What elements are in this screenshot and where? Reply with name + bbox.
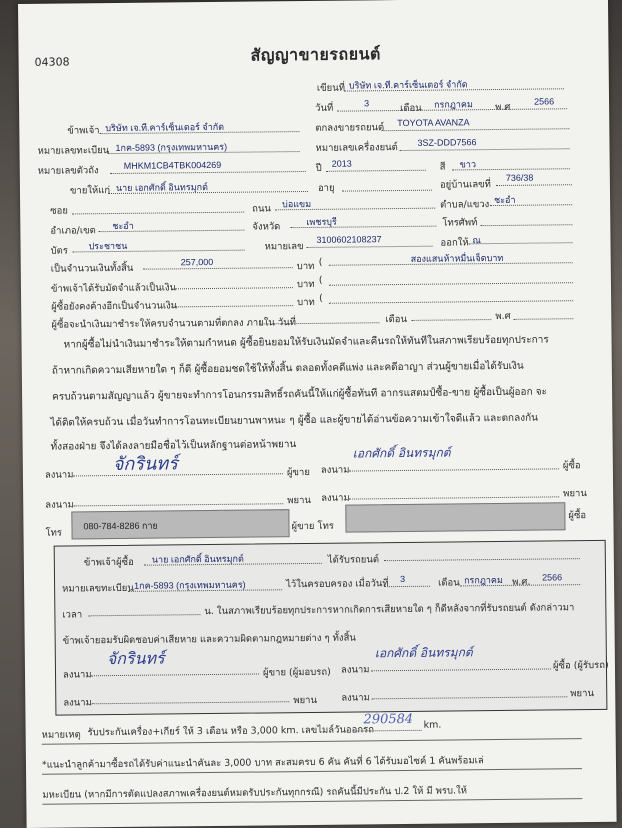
district-value: ชะอำ bbox=[112, 220, 134, 232]
possess-label: ไว้ในครอบครอง เมื่อวันที่ bbox=[286, 578, 389, 591]
road-value: บ่อแขม bbox=[282, 198, 312, 210]
plate-label: หมายเลขทะเบียน bbox=[37, 145, 110, 157]
pay-by-label: ผู้ซื้อจะนำเงินมาชำระให้ครบจำนวนตามที่ตกลง ภายใน วันที่ bbox=[51, 317, 297, 331]
month-label: เดือน bbox=[400, 102, 422, 115]
terms-line-4: ได้ติดให้ครบถ้วน เมื่อวันทำการโอนทะเบียนยานพาหนะ ๆ ผู้ซื้อ และผู้ขายได้อ่านข้อความเข้าใจดีแล้ว และตกลงกัน bbox=[50, 412, 539, 429]
seller-phone-value: 080-784-8286 กาย bbox=[83, 520, 158, 532]
subdistrict-label: ตำบล/แขวง bbox=[440, 199, 490, 211]
registration-text: มหะเบียน (หากมีการตัดแปลงสภาพเครื่องยนต์หมดรับประกันทุกกรณี) รถคันนี้มีประกัน ป.2 ให้ มี พรบ.ให้ bbox=[42, 785, 468, 801]
soi-label: ซอย bbox=[50, 205, 68, 217]
receipt-seller-sign-label: ลงนาม bbox=[62, 669, 92, 681]
owner-value: บริษัท เจ.ที.คาร์เซ็นเตอร์ จำกัด bbox=[105, 121, 225, 134]
buyer-sign-label: ลงนาม bbox=[320, 464, 350, 476]
note-text: รับประกันเครื่อง+เกียร์ ให้ 3 เดือน หรือ 3,000 km. เลขไมล์วันออกรถ bbox=[87, 724, 374, 739]
pay-day-line bbox=[259, 322, 379, 324]
day-label: วันที่ bbox=[315, 102, 334, 114]
page-title: สัญญาขายรถยนต์ bbox=[250, 44, 381, 65]
vehicle-year-line bbox=[326, 170, 426, 172]
model-value: TOYOTA AVANZA bbox=[397, 117, 470, 129]
card-type-value: ประชาชน bbox=[88, 240, 128, 252]
deposit-words-line bbox=[329, 282, 573, 286]
phone-label: โทรศัพท์ bbox=[442, 217, 478, 229]
mileage-value: 290584 bbox=[363, 711, 414, 728]
terms-line-2: ถ้าหากเกิดความเสียหายใด ๆ ก็ดี ผู้ซื้อยอมชดใช้ให้ทั้งสิ้น ตลอดทั้งคดีแพ่ง และคดีอาญา ส่วนผู้ขายเมื่อได้รับเงิน bbox=[51, 360, 524, 377]
model-line bbox=[381, 128, 569, 131]
phone-line bbox=[480, 224, 572, 226]
receipt-plate-value: 1กค-5893 (กรุงเทพมหานคร) bbox=[134, 579, 246, 591]
buyer-to-label: ขายให้แก่ bbox=[69, 185, 111, 197]
deposit-line bbox=[171, 287, 293, 289]
agree-label: ตกลงขายรถยนต์ bbox=[315, 122, 385, 134]
receipt-year: 2566 bbox=[541, 572, 563, 583]
year-label: พ.ศ bbox=[495, 101, 511, 114]
soi-line bbox=[72, 212, 244, 215]
receipt-buyer-signature: เอกศักดิ์ อินทรมุกต์ bbox=[374, 645, 473, 661]
receipt-seller-signature: จักรินทร์ bbox=[106, 648, 165, 669]
receipt-buyer-sign-label: ลงนาม bbox=[340, 664, 370, 676]
receipt-buyer-label: ข้าพเจ้าผู้ซื้อ bbox=[83, 556, 134, 569]
mileage-line bbox=[356, 730, 422, 732]
witness1-line bbox=[73, 503, 283, 506]
seller-phone-label: โทร bbox=[45, 527, 63, 539]
card-no-value: 3100602108237 bbox=[316, 234, 382, 245]
pay-year-label: พ.ศ bbox=[495, 310, 511, 323]
engine-line bbox=[400, 148, 570, 151]
witness2-line bbox=[349, 496, 559, 499]
age-label: อายุ bbox=[317, 182, 335, 194]
house-no-value: 736/38 bbox=[505, 172, 534, 183]
time-suffix: น. ในสภาพเรียบร้อยทุกประการหากเกิดการเสียหายใด ๆ ก็ดีหลังจากที่รับรถยนต์ ดังกล่าวมา bbox=[204, 602, 575, 618]
chassis-label: หมายเลขตัวถัง bbox=[37, 165, 99, 177]
time-label: เวลา bbox=[62, 609, 83, 621]
seller-phone-role: ผู้ขาย โทร bbox=[291, 520, 334, 533]
seller-role-label: ผู้ขาย bbox=[286, 466, 310, 479]
seller-sign-line bbox=[73, 473, 283, 476]
remaining-line bbox=[171, 305, 293, 307]
card-no-line bbox=[307, 246, 433, 248]
written-at-value: บริษัท เจ.ที.คาร์เซ็นเตอร์ จำกัด bbox=[348, 79, 468, 91]
province-value: เพชรบุรี bbox=[306, 216, 337, 227]
address-label: อยู่บ้านเลขที่ bbox=[439, 179, 491, 191]
engine-value: 3SZ-DDD7566 bbox=[417, 137, 477, 148]
note-label: หมายเหตุ bbox=[41, 729, 81, 741]
receipt-witness1-sign-label: ลงนาม bbox=[63, 697, 92, 709]
seller-sign-label: ลงนาม bbox=[44, 469, 74, 481]
vehicle-year-value: 2013 bbox=[331, 158, 352, 169]
receipt-month-label: เดือน bbox=[438, 577, 460, 589]
buyer-sign-line bbox=[349, 468, 559, 471]
receipt-plate-label: หมายเลขทะเบียน bbox=[62, 582, 134, 595]
deposit-label: ข้าพเจ้าได้รับมัดจำแล้วเป็นเงิน bbox=[50, 282, 177, 295]
district-line bbox=[98, 230, 244, 233]
receipt-buyer-name: นาย เอกศักดิ์ อินทรมุกต์ bbox=[151, 553, 244, 565]
total-label: เป็นจำนวนเงินทั้งสิ้น bbox=[50, 262, 134, 275]
pay-month-label: เดือน bbox=[385, 313, 408, 326]
subdistrict-line bbox=[490, 204, 572, 206]
subdistrict-value: ชะอำ bbox=[494, 194, 516, 206]
engine-label: หมายเลขเครื่องยนต์ bbox=[315, 142, 398, 154]
doc-number: 04308 bbox=[34, 55, 70, 69]
issued-line bbox=[469, 242, 573, 244]
receipt-witness2-sign-label: ลงนาม bbox=[341, 692, 370, 704]
district-label: อำเภอ/เขต bbox=[50, 225, 96, 237]
total-words-value: สองแสนห้าหมื่นเจ็ดบาท bbox=[410, 252, 504, 264]
contract-paper: 04308 สัญญาขายรถยนต์ เขียนที่ บริษัท เจ.ที.คาร์เซ็นเตอร์ จำกัด วันที่ 3 เดือน กรกฎาคม พ.ศ 2566 ข้าพเจ้า บริษัท เจ.ที.คาร์เซ็นเตอร์ จำกัด ตกลงขายรถยนต์ TOYOTA AVANZA หมายเลขทะเบียน 1กค-5893 (กรุงเทพมหานคร) หมายเลขเครื่องยนต์ 3SZ-DDD7566 หมายเลขตัวถัง MHKM1CB4TBK004269 ปี 2013 สี ขาว ขายให้แก่ นาย เอกศักดิ์ อินทรมุกต์ อายุ อยู่บ้านเลขที่ 736/38 ซอย ถนน บ่อแขม ตำบล/แขวง ชะอำ อำเภอ/เขต ชะอำ จังหวัด เพชรบุรี โทรศัพท์ บัตร ประชาชน หมายเลข 3100602108237 ออกให้ ณ เป็นจำนวนเงินทั้งสิ้น 257,000 บาท ( สองแสนห้าหมื่นเจ็ดบาท ข้าพเจ้าได้รับมัดจำแล้วเป็นเงิน บาท ( ผู้ซื้อยังคงค้างอีกเป็นจำนวนเงิน บาท ( ผู้ซื้อจะนำเงินมาชำระให้ครบจำนวนตามที่ตกลง ภายใน วันที่ เดือน พ.ศ หากผู้ซื้อไม่นำเงินมาชำระให้ตามกำหนด ผู้ซื้อยินยอมให้รับเงินมัดจำและคืนรถให้ทันทีในสภาพเรียบร้อยทุกประการ ถ้าหากเกิดความเสียหายใด ๆ ก็ดี ผู้ซื้อยอมชดใช้ให้ทั้งสิ้น ตลอดทั้งคดีแพ่ง และคดีอาญา ส่วนผู้ขายเมื่อได้รับเงิน ครบถ้วนตามสัญญาแล้ว ผู้ขายจะทำการโอนกรรมสิทธิ์รถคันนี้ให้แก่ผู้ซื้อทันที อากรแสตมป์ซื้อ-ขาย ผู้ซื้อเป็นผู้ออก จะ ได้ติดให้ครบถ้วน เมื่อวันทำการโอนทะเบียนยานพาหนะ ๆ ผู้ซื้อ และผู้ขายได้อ่านข้อความเข้าใจดีแล้ว และตกลงกัน ทั้งสองฝ่าย จึงได้ลงลายมือชื่อไว้เป็นหลักฐานต่อหน้าพยาน ลงนาม จักรินทร์ ผู้ขาย ลงนาม เอกศักดิ์ อินทรมุกต์ ผู้ซื้อ ลงนาม พยาน ลงนาม พยาน โทร 080-784-8286 กาย ผู้ขาย โทร ผู้ซื้อ ข้าพเจ้าผู้ซื้อ นาย เอกศักดิ์ อินทรมุกต์ ได้รับรถยนต์ หมายเลขทะเบียน 1กค-5893 (กรุงเทพมหานคร) ไว้ในครอบครอง เมื่อวันที่ 3 เดือน กรกฎาคม พ.ศ. 2566 เวลา น. ในสภาพเรียบร้อยทุกประการหากเกิดการเสียหายใด ๆ ก็ดีหลังจากที่รับรถยนต์ ดังกล่าวมา ข้าพเจ้ายอมรับผิดชอบค่าเสียหาย และความผิดตามกฎหมายต่าง ๆ ทั้งสิ้น ลงนาม จักรินทร์ ผู้ขาย (ผู้มอบรถ) ลงนาม เอกศักดิ์ อินทรมุกต์ ผู้ซื้อ (ผู้รับรถ) ลงนาม พยาน ลงนาม พยาน หมายเหตุ รับประกันเครื่อง+เกียร์ ให้ 3 เดือน หรือ 3,000 km. เลขไมล์วันออกรถ 290584 km. *แนะนำลูกค้ามาซื้อรถได้รับค่าแนะนำคันละ 3,000 บาท สะสมครบ 6 คัน คันที่ 6 ได้รับมอไซค์ 1 คันพร้อมเล่ มหะเบียน (หากมีการตัดแปลงสภาพเครื่องยนต์หมดรับประกันทุกกรณี) รถคันนี้มีประกัน ป.2 ให้ มี พรบ.ให้ bbox=[18, 0, 617, 828]
pay-year-line bbox=[513, 318, 573, 320]
receipt-witness1-role: พยาน bbox=[293, 694, 318, 707]
responsible-text: ข้าพเจ้ายอมรับผิดชอบค่าเสียหาย และความผิดตามกฎหมายต่าง ๆ ทั้งสิ้น bbox=[62, 632, 356, 647]
province-label: จังหวัด bbox=[252, 221, 281, 233]
mileage-unit: km. bbox=[423, 719, 442, 731]
total-baht-label: บาท bbox=[296, 260, 315, 273]
owner-label: ข้าพเจ้า bbox=[67, 125, 100, 137]
issued-value: ณ bbox=[472, 235, 481, 246]
issued-label: ออกให้ bbox=[440, 237, 469, 249]
seller-signature: จักรินทร์ bbox=[112, 453, 178, 476]
seller-giver-label: ผู้ขาย (ผู้มอบรถ) bbox=[262, 666, 331, 679]
road-label: ถนน bbox=[252, 203, 271, 215]
receipt-year-label: พ.ศ. bbox=[512, 576, 531, 588]
year-value: 2566 bbox=[533, 96, 555, 107]
color-line bbox=[452, 168, 570, 170]
buyer-phone-role: ผู้ซื้อ bbox=[568, 510, 587, 522]
chassis-line bbox=[110, 171, 306, 174]
color-label: สี bbox=[439, 161, 446, 173]
province-line bbox=[290, 226, 436, 229]
witness2-role-label: พยาน bbox=[563, 488, 587, 500]
buyer-role-label: ผู้ซื้อ bbox=[562, 460, 581, 472]
written-at-label: เขียนที่ bbox=[316, 82, 346, 94]
color-value: ขาว bbox=[459, 159, 477, 170]
receipt-month: กรกฎาคม bbox=[464, 574, 503, 586]
promo-text: *แนะนำลูกค้ามาซื้อรถได้รับค่าแนะนำคันละ 3,000 บาท สะสมครบ 6 คัน คันที่ 6 ได้รับมอไซค์ 1 คันพร้อมเล่ bbox=[41, 755, 484, 771]
deposit-baht-label: บาท bbox=[296, 278, 315, 291]
vehicle-year-label: ปี bbox=[315, 162, 322, 174]
receipt-day: 3 bbox=[399, 573, 406, 585]
witness2-sign-label: ลงนาม bbox=[321, 492, 350, 504]
remaining-label: ผู้ซื้อยังคงค้างอีกเป็นจำนวนเงิน bbox=[51, 300, 178, 313]
remaining-baht-label: บาท bbox=[297, 296, 315, 309]
terms-line-5: ทั้งสองฝ่าย จึงได้ลงลายมือชื่อไว้เป็นหลักฐานต่อหน้าพยาน bbox=[50, 439, 297, 453]
witness1-role-label: พยาน bbox=[287, 494, 311, 507]
month-value: กรกฎาคม bbox=[434, 99, 473, 110]
plate-value: 1กค-5893 (กรุงเทพมหานคร) bbox=[115, 141, 228, 153]
card-no-label: หมายเลข bbox=[264, 241, 304, 253]
witness1-sign-label: ลงนาม bbox=[45, 499, 74, 511]
buyer-name: นาย เอกศักดิ์ อินทรมุกต์ bbox=[115, 182, 208, 193]
buyer-phone-box bbox=[345, 502, 565, 532]
terms-line-1: หากผู้ซื้อไม่นำเงินมาชำระให้ตามกำหนด ผู้ซื้อยินยอมให้รับเงินมัดจำและคืนรถให้ทันทีในสภาพเรียบร้อยทุกประการ bbox=[63, 334, 549, 351]
terms-line-3: ครบถ้วนตามสัญญาแล้ว ผู้ขายจะทำการโอนกรรมสิทธิ์รถคันนี้ให้แก่ผู้ซื้อทันที อากรแสตมป์ซื้อ-ขาย ผู้ซื้อเป็นผู้ออก จะ bbox=[52, 386, 548, 403]
buyer-receiver-label: ผู้ซื้อ (ผู้รับรถ) bbox=[552, 659, 609, 672]
house-no-line bbox=[496, 184, 572, 186]
age-line bbox=[342, 190, 432, 192]
received-label: ได้รับรถยนต์ bbox=[327, 554, 380, 566]
chassis-value: MHKM1CB4TBK004269 bbox=[123, 159, 222, 171]
total-line bbox=[143, 267, 293, 270]
pay-month-line bbox=[411, 319, 491, 321]
day-value: 3 bbox=[364, 98, 370, 109]
total-value: 257,000 bbox=[180, 256, 214, 268]
remaining-words-line bbox=[329, 300, 573, 304]
card-label: บัตร bbox=[50, 245, 68, 257]
buyer-signature: เอกศักดิ์ อินทรมุกต์ bbox=[352, 445, 451, 461]
receipt-witness2-role: พยาน bbox=[570, 688, 594, 700]
